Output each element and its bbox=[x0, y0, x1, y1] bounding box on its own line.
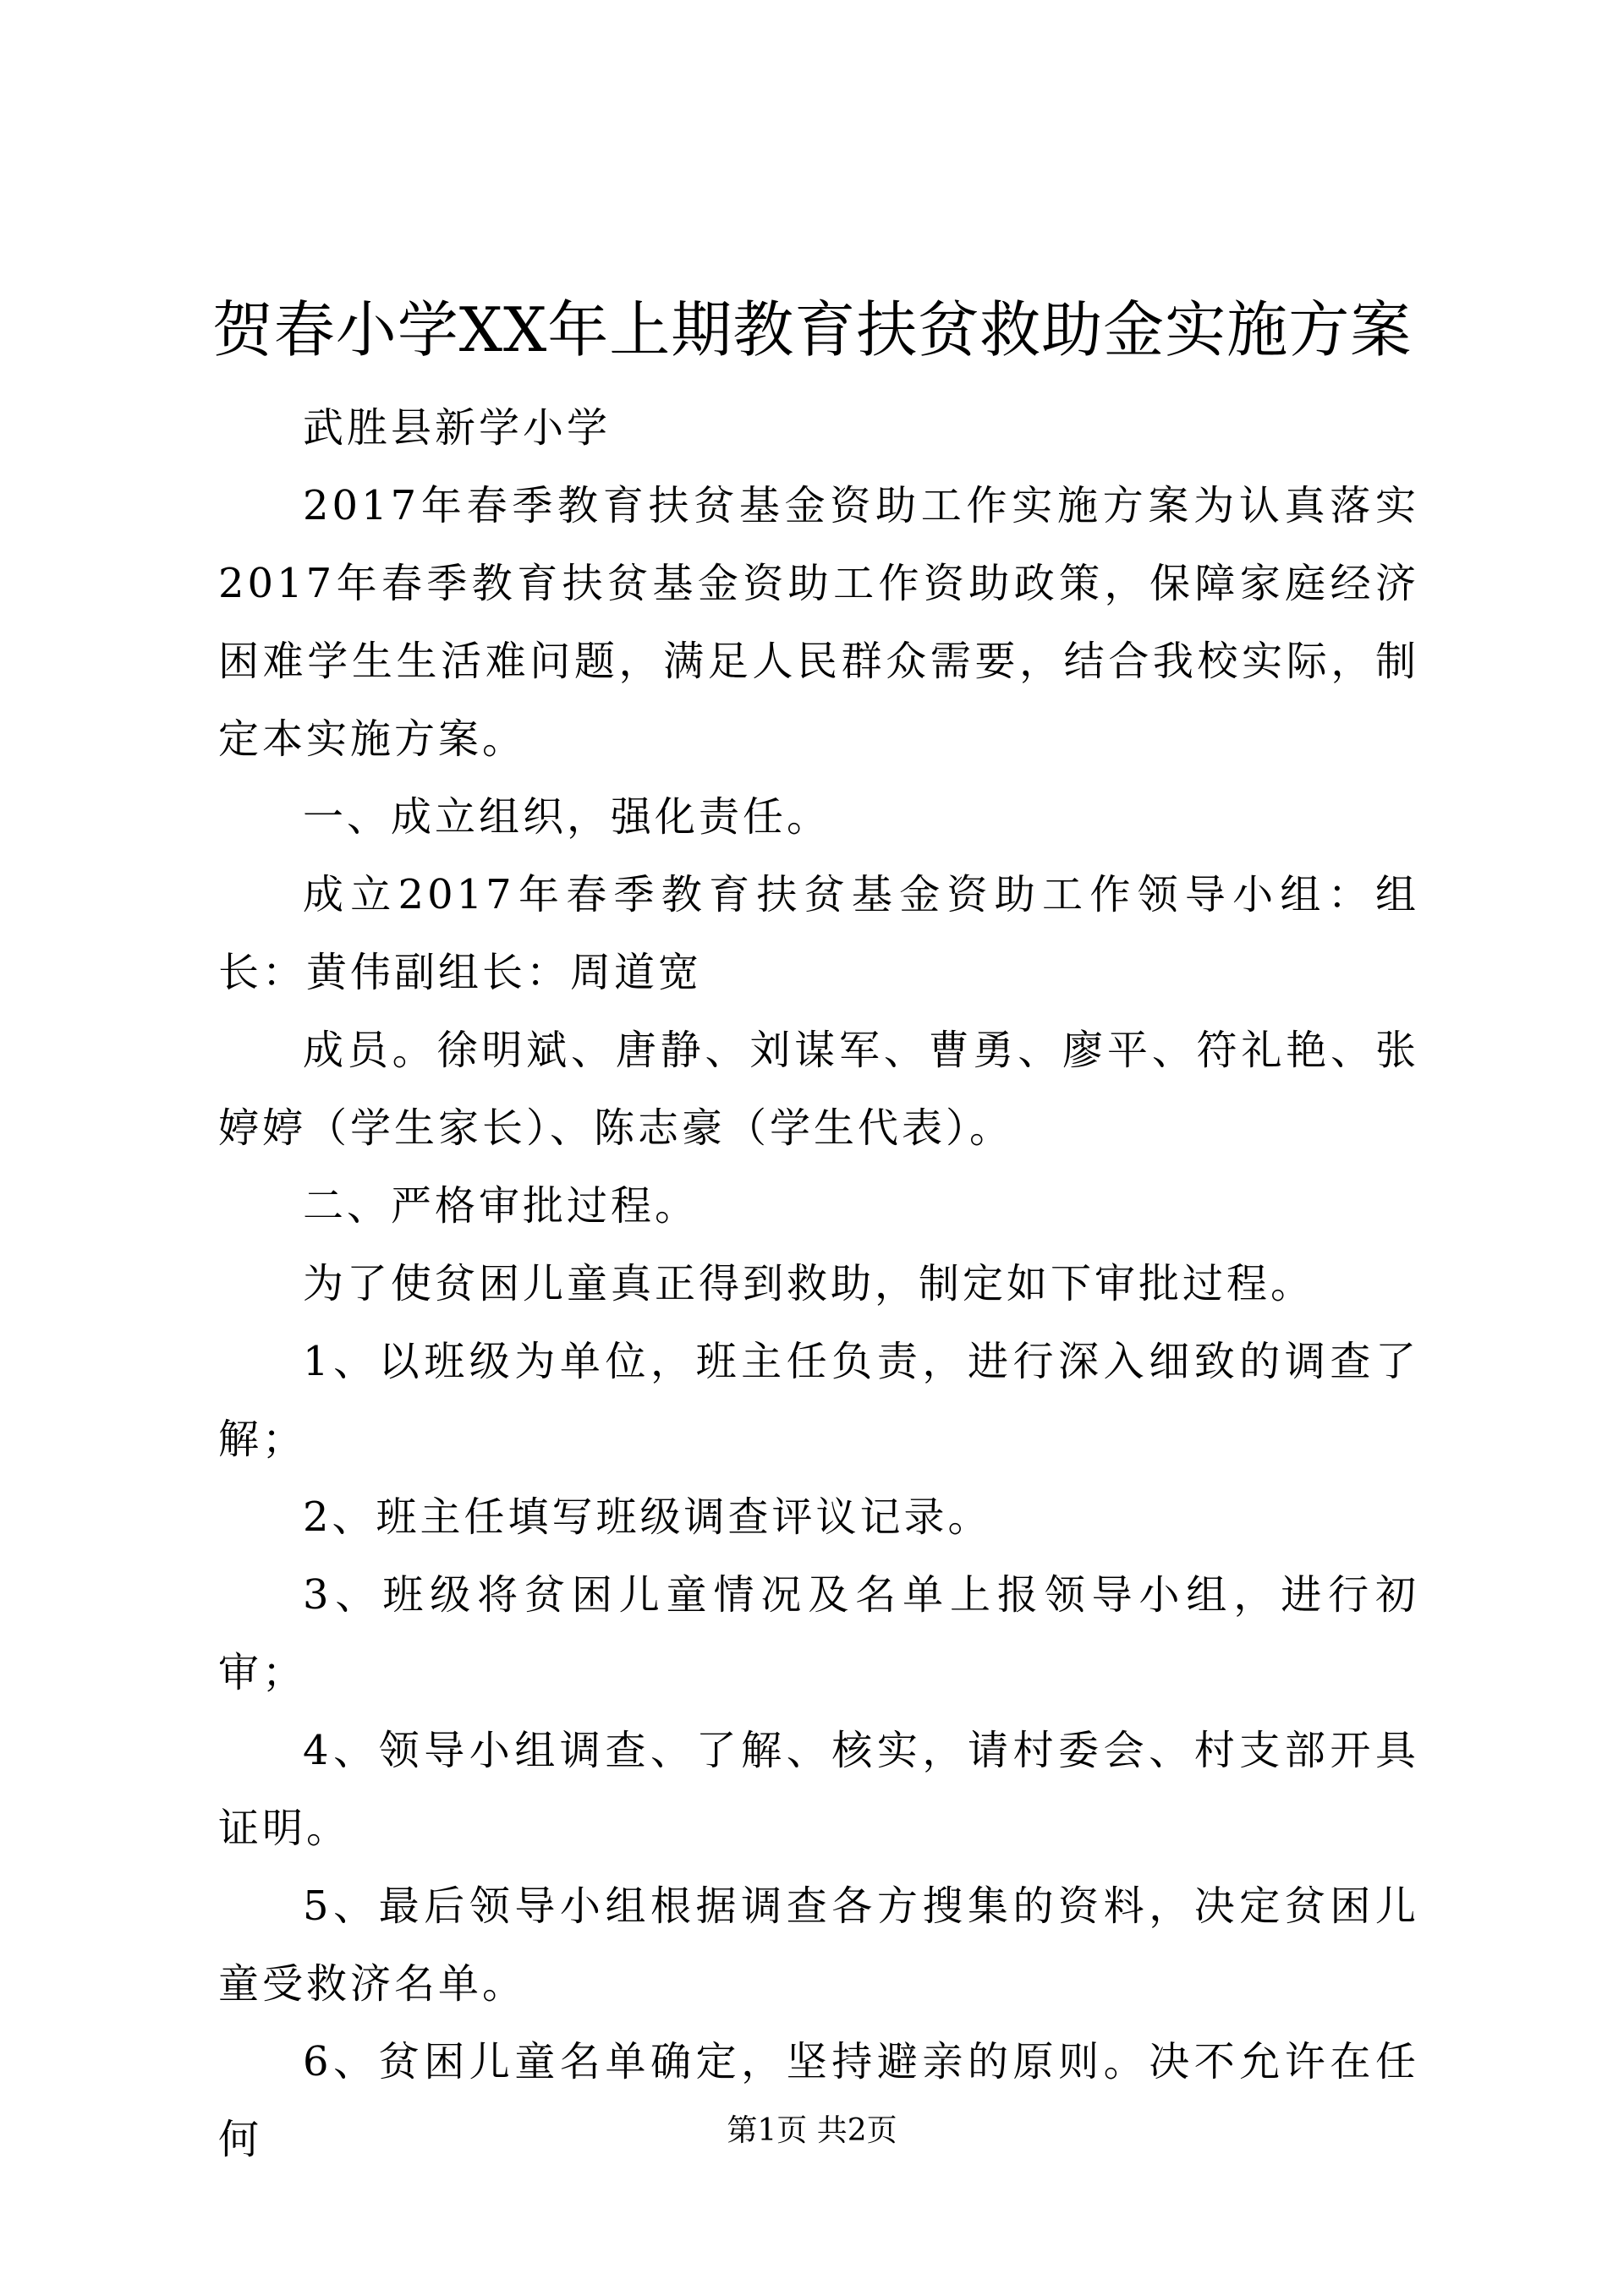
paragraph-leadership: 成立2017年春季教育扶贫基金资助工作领导小组：组长：黄伟副组长：周道宽 bbox=[218, 871, 1419, 996]
list-item-6: 6、贫困儿童名单确定，坚持避亲的原则。决不允许在任何 bbox=[218, 2038, 1419, 2163]
paragraph-members: 成员。徐明斌、唐静、刘谋军、曹勇、廖平、符礼艳、张婷婷（学生家长）、陈志豪（学生代表）。 bbox=[218, 1027, 1419, 1152]
list-item-3: 3、班级将贫困儿童情况及名单上报领导小组，进行初审； bbox=[218, 1571, 1419, 1696]
paragraph-intro: 2017年春季教育扶贫基金资助工作实施方案为认真落实2017年春季教育扶贫基金资助工作资助政策，保障家庭经济困难学生生活难问题，满足人民群众需要，结合我校实际，制定本实施方案。 bbox=[218, 482, 1419, 763]
paragraph-school-name: 武胜县新学小学 bbox=[303, 404, 612, 452]
list-item-1: 1、以班级为单位，班主任负责，进行深入细致的调查了解； bbox=[218, 1338, 1419, 1463]
list-item-5: 5、最后领导小组根据调查各方搜集的资料，决定贫困儿童受救济名单。 bbox=[218, 1882, 1419, 2008]
document-body bbox=[218, 389, 1419, 2178]
paragraph-approval-intro: 为了使贫困儿童真正得到救助，制定如下审批过程。 bbox=[303, 1260, 1315, 1307]
list-item-2: 2、班主任填写班级调查评议记录。 bbox=[303, 1493, 992, 1541]
list-item-4: 4、领导小组调查、了解、核实，请村委会、村支部开具证明。 bbox=[218, 1727, 1419, 1852]
section-heading-1: 一、成立组织，强化责任。 bbox=[303, 793, 831, 841]
document-title: 贺春小学XX年上期教育扶贫救助金实施方案 bbox=[211, 294, 1413, 365]
section-heading-2: 二、严格审批过程。 bbox=[303, 1182, 700, 1230]
page-footer: 第1页 共2页 bbox=[727, 2113, 897, 2148]
